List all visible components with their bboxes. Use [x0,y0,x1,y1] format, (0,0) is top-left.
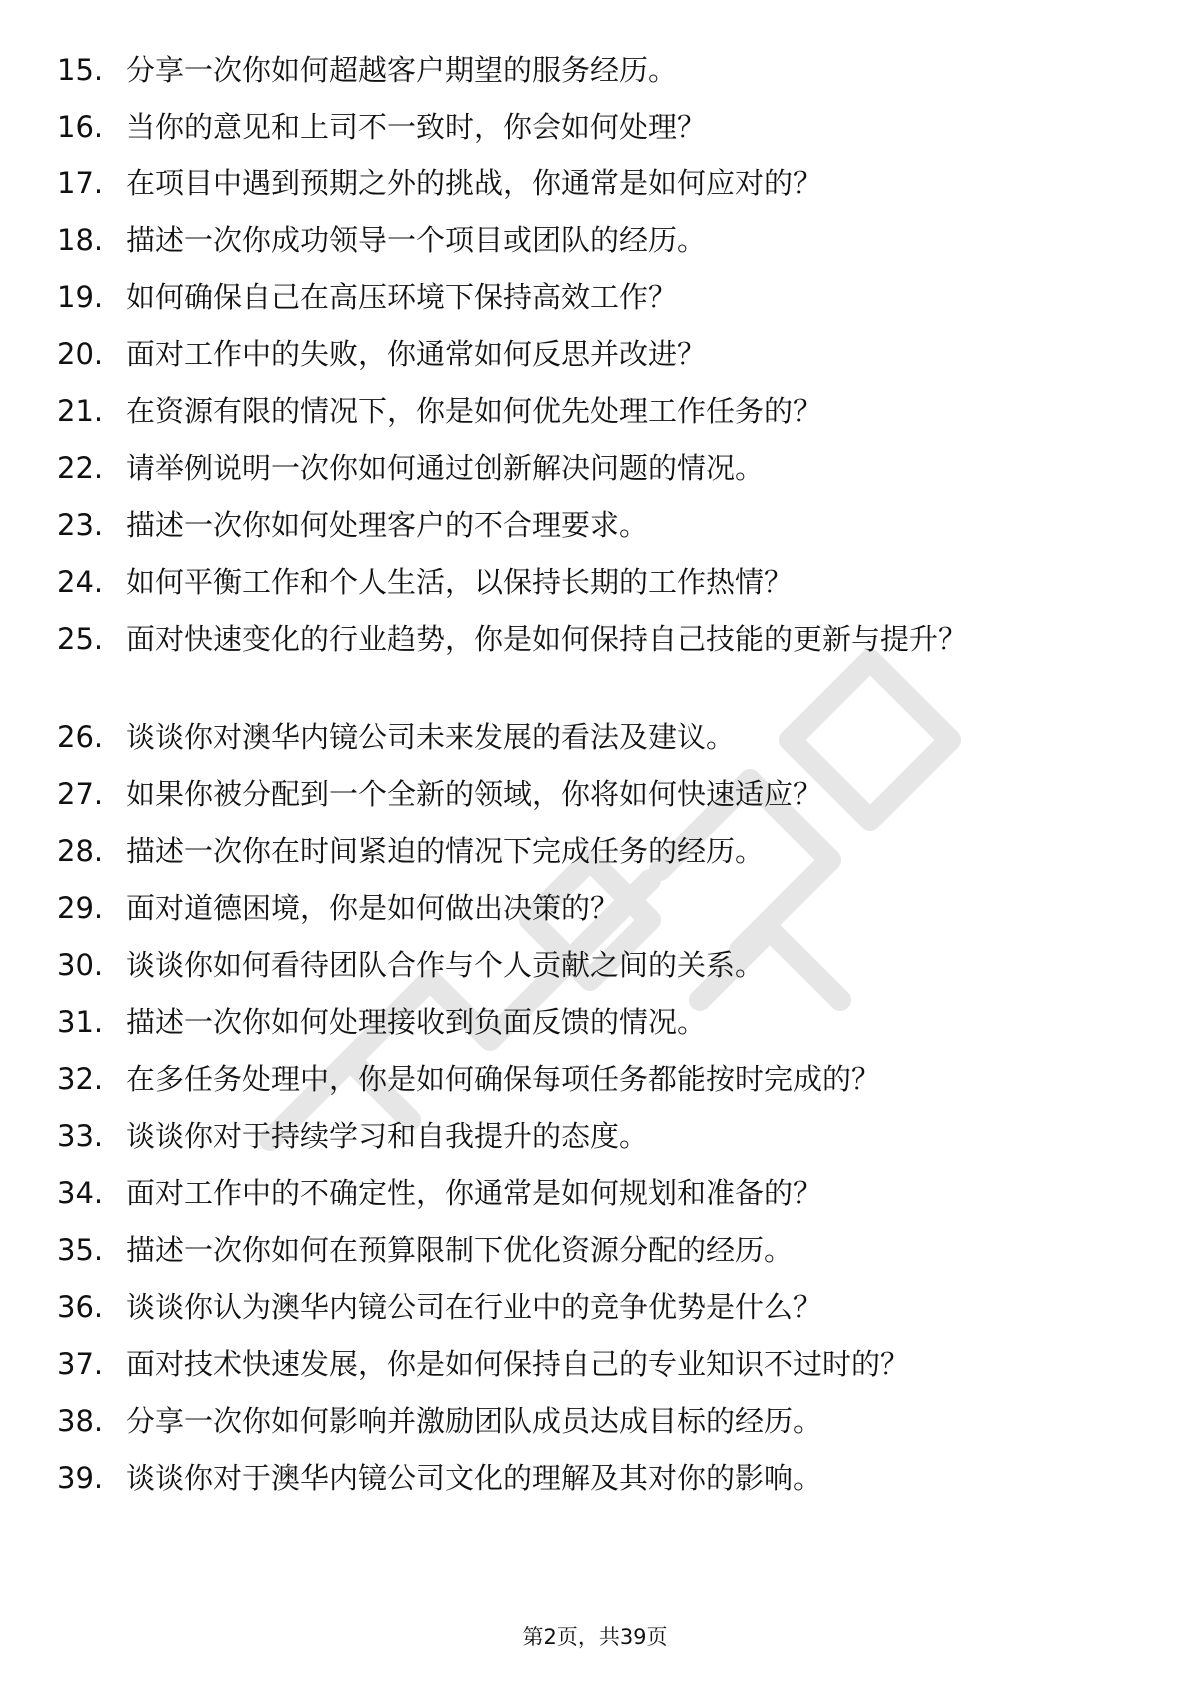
question-number: 39. [57,1461,104,1495]
question-text: 谈谈你如何看待团队合作与个人贡献之间的关系。 [126,948,765,982]
question-text: 如何确保自己在高压环境下保持高效工作？ [126,280,678,314]
question-number: 26. [57,720,104,754]
question-number: 20. [57,337,104,371]
question-number: 28. [57,834,104,868]
question-text: 谈谈你对澳华内镜公司未来发展的看法及建议。 [126,720,736,754]
question-text: 描述一次你在时间紧迫的情况下完成任务的经历。 [126,834,765,868]
question-text: 面对快速变化的行业趋势，你是如何保持自己技能的更新与提升？ [126,622,968,656]
question-text: 如何平衡工作和个人生活，以保持长期的工作热情？ [126,565,794,599]
question-text: 面对技术快速发展，你是如何保持自己的专业知识不过时的？ [126,1347,910,1381]
question-text: 谈谈你对于澳华内镜公司文化的理解及其对你的影响。 [126,1461,823,1495]
page-footer: 第2页，共39页 [522,1625,668,1649]
question-number: 23. [57,508,104,542]
question-number: 36. [57,1290,104,1324]
question-number: 30. [57,948,104,982]
question-text: 在项目中遇到预期之外的挑战，你通常是如何应对的？ [126,166,823,200]
question-number: 27. [57,777,104,811]
question-number: 25. [57,622,104,656]
question-text: 谈谈你对于持续学习和自我提升的态度。 [126,1119,649,1153]
question-text: 描述一次你如何处理客户的不合理要求。 [126,508,649,542]
question-number: 22. [57,451,104,485]
question-text: 请举例说明一次你如何通过创新解决问题的情况。 [126,451,765,485]
question-text: 在多任务处理中，你是如何确保每项任务都能按时完成的？ [126,1062,881,1096]
question-number: 33. [57,1119,104,1153]
question-text: 描述一次你如何处理接收到负面反馈的情况。 [126,1005,707,1039]
question-number: 29. [57,891,104,925]
question-number: 32. [57,1062,104,1096]
question-text: 当你的意见和上司不一致时，你会如何处理？ [126,110,707,144]
question-text: 分享一次你如何影响并激励团队成员达成目标的经历。 [126,1404,823,1438]
question-text: 面对道德困境，你是如何做出决策的？ [126,891,620,925]
question-number: 19. [57,280,104,314]
question-number: 37. [57,1347,104,1381]
question-number: 34. [57,1176,104,1210]
question-text: 描述一次你成功领导一个项目或团队的经历。 [126,223,707,257]
question-text: 面对工作中的不确定性，你通常是如何规划和准备的？ [126,1176,823,1210]
question-number: 16. [57,110,104,144]
question-number: 15. [57,53,104,87]
question-text: 分享一次你如何超越客户期望的服务经历。 [126,53,678,87]
question-number: 38. [57,1404,104,1438]
question-text: 如果你被分配到一个全新的领域，你将如何快速适应？ [126,777,823,811]
question-number: 18. [57,223,104,257]
question-number: 31. [57,1005,104,1039]
question-number: 21. [57,394,104,428]
question-text: 描述一次你如何在预算限制下优化资源分配的经历。 [126,1233,794,1267]
question-number: 17. [57,166,104,200]
question-text: 面对工作中的失败，你通常如何反思并改进？ [126,337,707,371]
question-text: 在资源有限的情况下，你是如何优先处理工作任务的？ [126,394,823,428]
question-number: 24. [57,565,104,599]
question-number: 35. [57,1233,104,1267]
question-text: 谈谈你认为澳华内镜公司在行业中的竞争优势是什么？ [126,1290,823,1324]
